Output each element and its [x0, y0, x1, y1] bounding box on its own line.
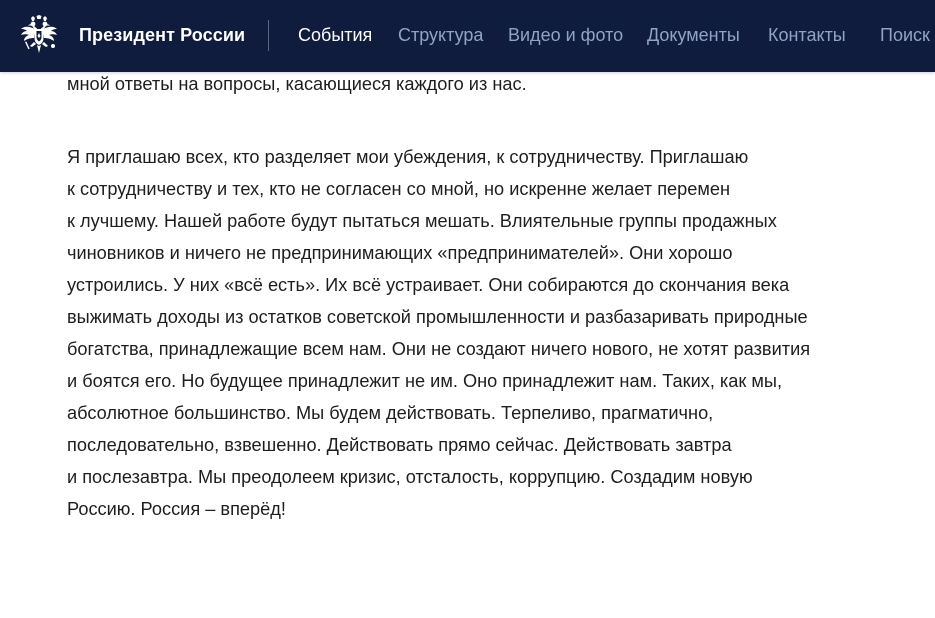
site-header [0, 0, 935, 72]
paragraph-line: абсолютное большинство. Мы будем действовать. Терпеливо, прагматично, [67, 403, 714, 423]
paragraph-line: выжимать доходы из остатков советской промышленности и разбазаривать природные [67, 307, 808, 327]
site-title-link[interactable]: Президент России [79, 25, 246, 45]
nav-item-search[interactable]: Поиск [880, 25, 930, 45]
nav-item-documents[interactable]: Документы [647, 25, 740, 45]
paragraph-line: к сотрудничеству и тех, кто не согласен со мной, но искренне желает перемен [67, 179, 731, 199]
paragraph-line: Россию. Россия – вперёд! [67, 499, 286, 519]
nav-item-video-photo[interactable]: Видео и фото [508, 25, 624, 45]
article-paragraph [67, 141, 927, 525]
paragraph-line: чиновников и ничего не предпринимающих «предпринимателей». Они хорошо [67, 243, 733, 263]
nav-item-events[interactable]: События [298, 25, 373, 45]
double-headed-eagle-emblem-icon[interactable] [20, 15, 58, 55]
paragraph-line: Я приглашаю всех, кто разделяет мои убеждения, к сотрудничеству. Приглашаю [67, 147, 749, 167]
nav-item-contacts[interactable]: Контакты [768, 25, 846, 45]
paragraph-line: и послезавтра. Мы преодолеем кризис, отсталость, коррупцию. Создадим новую [67, 467, 753, 487]
nav-item-structure[interactable]: Структура [398, 25, 484, 45]
paragraph-line: устроились. У них «всё есть». Их всё устраивает. Они собираются до скончания века [67, 275, 790, 295]
article-paragraph-partial: мной ответы на вопросы, касающиеся каждого из нас. [67, 74, 527, 94]
paragraph-line: и боятся его. Но будущее принадлежит не им. Оно принадлежит нам. Таких, как мы, [67, 371, 783, 391]
paragraph-line: богатства, принадлежащие всем нам. Они не создают ничего нового, не хотят развития [67, 339, 811, 359]
header-divider [268, 20, 269, 51]
paragraph-line: последовательно, взвешенно. Действовать прямо сейчас. Действовать завтра [67, 435, 732, 455]
paragraph-line: к лучшему. Нашей работе будут пытаться мешать. Влиятельные группы продажных [67, 211, 777, 231]
